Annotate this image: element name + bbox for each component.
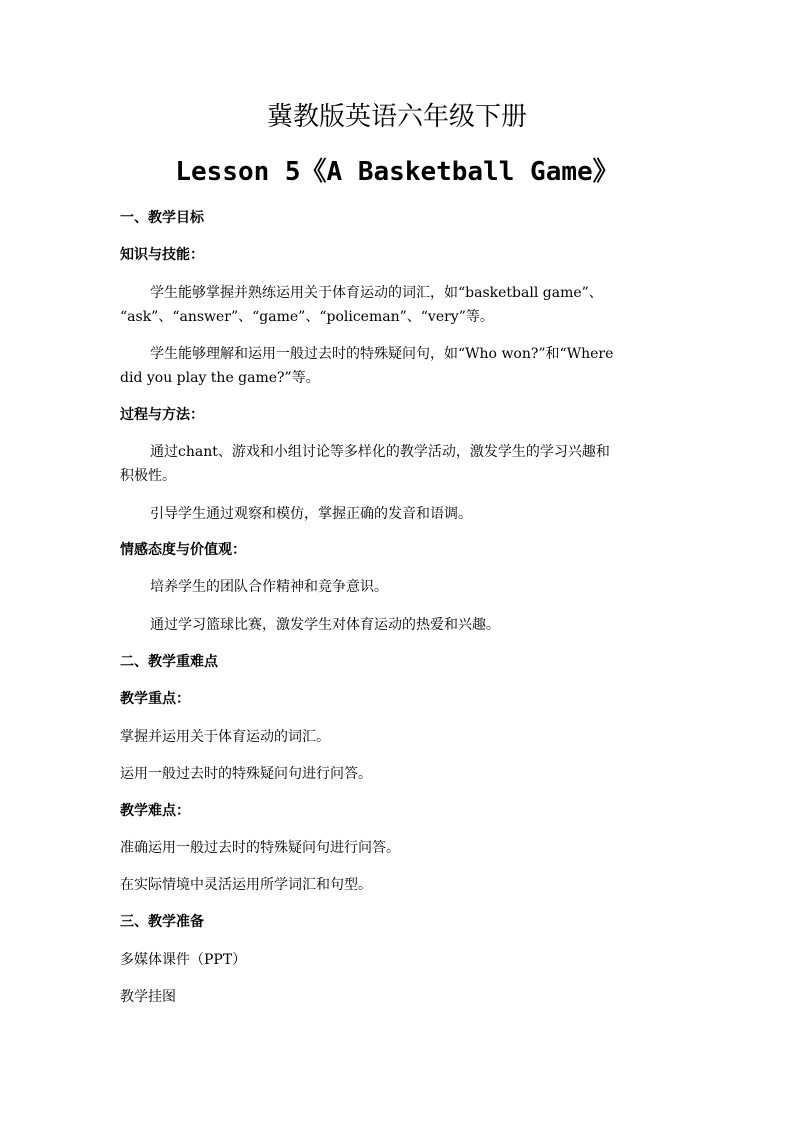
paragraph-line: 学生能够理解和运用一般过去时的特殊疑问句，如“Who won?”和“Where xyxy=(150,346,614,362)
paragraph-line: did you play the game?”等。 xyxy=(120,370,320,386)
document-title: 冀教版英语六年级下册 xyxy=(266,102,527,132)
list-item: 多媒体课件（PPT） xyxy=(120,952,247,968)
subheading-attitude: 情感态度与价值观： xyxy=(120,542,246,558)
paragraph-line: 运用一般过去时的特殊疑问句进行问答。 xyxy=(120,766,372,782)
section-heading-preparation: 三、教学准备 xyxy=(120,914,204,930)
list-item: 教学挂图 xyxy=(120,989,176,1005)
paragraph-line: 培养学生的团队合作精神和竞争意识。 xyxy=(150,579,388,595)
paragraph-line: 在实际情境中灵活运用所学词汇和句型。 xyxy=(120,877,372,893)
paragraph-line: 通过chant、游戏和小组讨论等多样化的教学活动，激发学生的学习兴趣和 xyxy=(150,444,610,460)
section-heading-key-points: 二、教学重难点 xyxy=(120,654,218,670)
lesson-title: Lesson 5《A Basketball Game》 xyxy=(175,157,619,187)
paragraph-line: 准确运用一般过去时的特殊疑问句进行问答。 xyxy=(120,840,400,856)
subheading-process: 过程与方法： xyxy=(120,407,204,423)
section-heading-goals: 一、教学目标 xyxy=(120,210,204,226)
paragraph-line: 引导学生通过观察和模仿，掌握正确的发音和语调。 xyxy=(150,506,472,522)
paragraph-line: 通过学习篮球比赛，激发学生对体育运动的热爱和兴趣。 xyxy=(150,617,500,633)
paragraph-line: 积极性。 xyxy=(120,468,176,484)
paragraph-line: 学生能够掌握并熟练运用关于体育运动的词汇，如“basketball game”、 xyxy=(150,285,603,301)
subheading-knowledge: 知识与技能： xyxy=(120,247,204,263)
subheading-difficult: 教学难点： xyxy=(120,803,190,819)
subheading-focus: 教学重点： xyxy=(120,691,190,707)
paragraph-line: “ask”、“answer”、“game”、“policeman”、“very”等。 xyxy=(120,309,494,325)
paragraph-line: 掌握并运用关于体育运动的词汇。 xyxy=(120,729,330,745)
